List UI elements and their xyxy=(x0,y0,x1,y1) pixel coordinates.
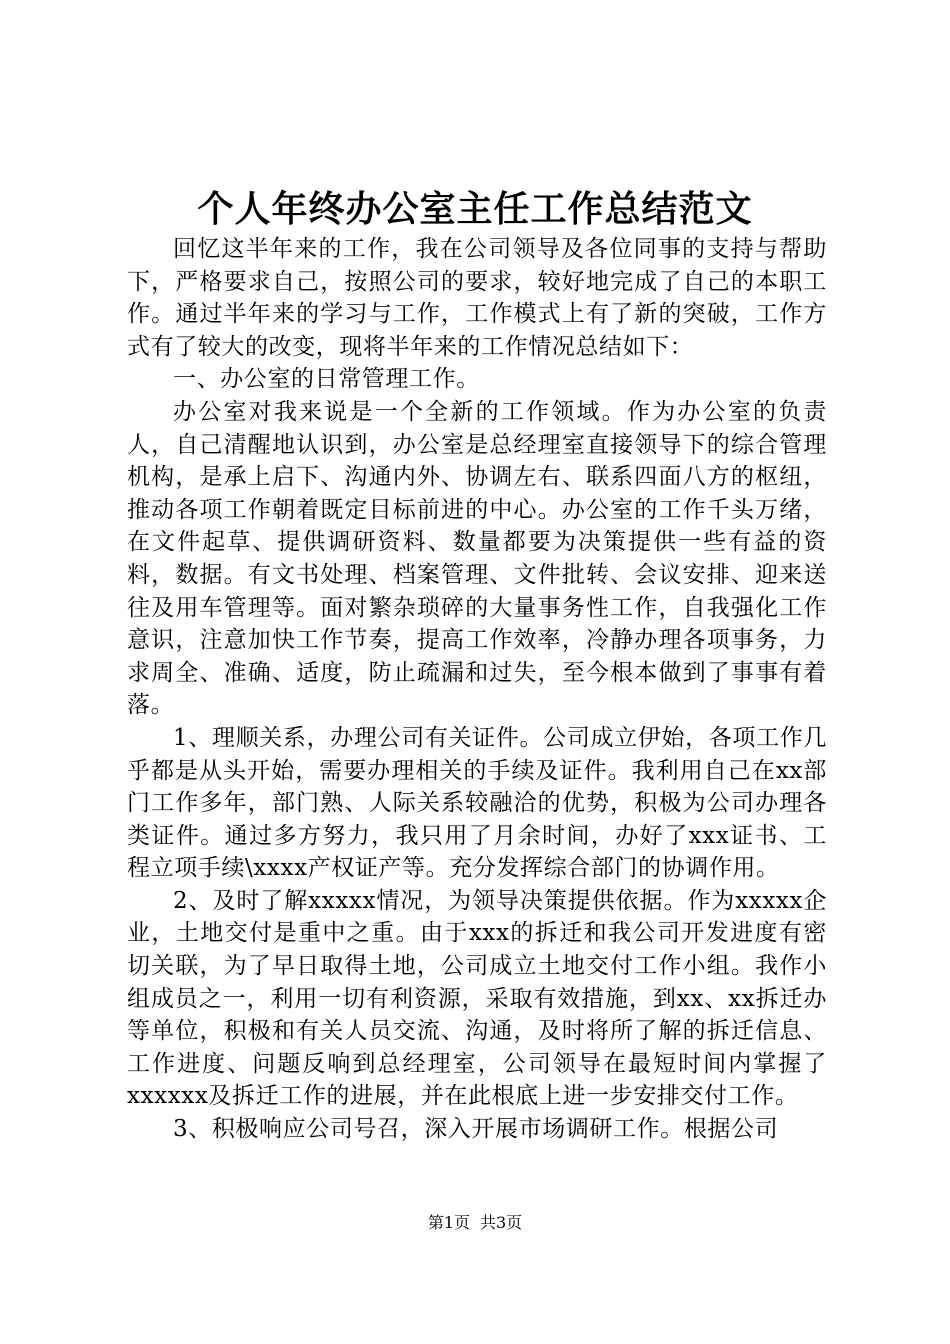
document-title: 个人年终办公室主任工作总结范文 xyxy=(197,188,753,230)
paragraph-item-2: 2、及时了解xxxxx情况，为领导决策提供依据。作为xxxxx企业，土地交付是重中之重。由于xxx的拆迁和我公司开发进度有密切关联，为了早日取得土地，公司成立土地交付工作小组。我作小组成员之一，利用一切有利资源，采取有效措施，到xx、xx拆迁办等单位，积极和有关人员交流、沟通，及时将所了解的拆迁信息、工作进度、问题反响到总经理室，公司领导在最短时间内掌握了xxxxxx及拆迁工作的进展，并在此根底上进一步安排交付工作。 xyxy=(127,887,827,1110)
page-footer xyxy=(0,1212,950,1234)
paragraph-office-overview: 办公室对我来说是一个全新的工作领域。作为办公室的负责人，自己清醒地认识到，办公室是总经理室直接领导下的综合管理机构，是承上启下、沟通内外、协调左右、联系四面八方的枢纽，推动各项工作朝着既定目标前进的中心。办公室的工作千头万绪，在文件起草、提供调研资料、数量都要为决策提供一些有益的资料，数据。有文书处理、档案管理、文件批转、会议安排、迎来送往及用车管理等。面对繁杂琐碎的大量事务性工作，自我强化工作意识，注意加快工作节奏，提高工作效率，冷静办理各项事务，力求周全、准确、适度，防止疏漏和过失，至今根本做到了事事有着落。 xyxy=(127,398,827,719)
paragraph-item-3: 3、积极响应公司号召，深入开展市场调研工作。根据公司 xyxy=(173,1116,779,1143)
section-heading-1: 一、办公室的日常管理工作。 xyxy=(173,366,480,393)
page-total: 共3页 xyxy=(480,1213,523,1232)
paragraph-item-1: 1、理顺关系，办理公司有关证件。公司成立伊始，各项工作几乎都是从头开始，需要办理相关的手续及证件。我利用自己在xx部门工作多年，部门熟、人际关系较融洽的优势，积极为公司办理各类证件。通过多方努力，我只用了月余时间，办好了xxx证书、工程立项手续\xxxx产权证产等。充分发挥综合部门的协调作用。 xyxy=(127,724,827,882)
document-body xyxy=(127,233,827,1146)
paragraph-intro: 回忆这半年来的工作，我在公司领导及各位同事的支持与帮助下，严格要求自己，按照公司的要求，较好地完成了自己的本职工作。通过半年来的学习与工作，工作模式上有了新的突破，工作方式有了较大的改变，现将半年来的工作情况总结如下： xyxy=(127,236,827,360)
page-number: 第1页 xyxy=(427,1213,470,1232)
